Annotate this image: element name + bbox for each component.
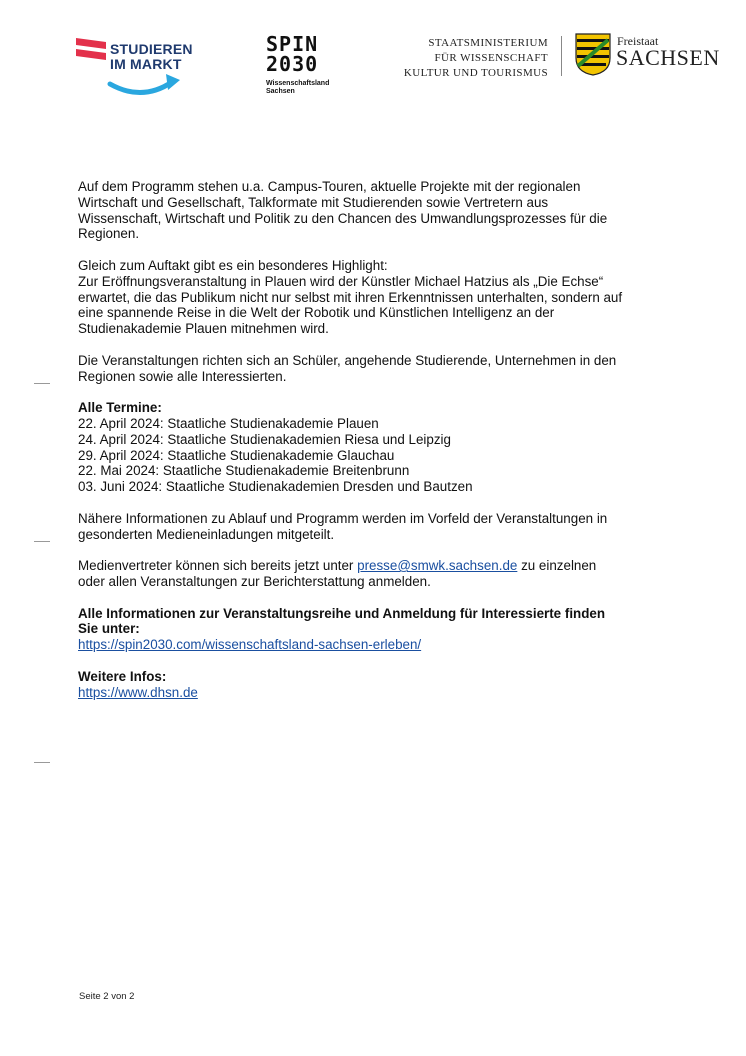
letterhead: [0, 0, 746, 120]
date-item: 22. Mai 2024: Staatliche Studienakademie Breitenbrunn: [78, 463, 410, 479]
paragraph-registration: [78, 606, 626, 653]
highlight-text: Zur Eröffnungsveranstaltung in Plauen wird der Künstler Michael Hatzius als „Die Echse“ erwartet, die das Publikum nicht nur selbst mit ihren Erkenntnissen unterhalten, sondern auf eine spannende Reise in die Welt der Robotik und Künstlichen Intelligenz an der Studienakademie Plauen mitnehmen wird.: [78, 273, 623, 337]
spin-logo-sub2: Sachsen: [266, 88, 295, 95]
studieren-logo-line1: STUDIEREN: [110, 41, 193, 57]
paragraph-further-info: Nähere Informationen zu Ablauf und Programm werden im Vorfeld der Veranstaltungen in gesonderten Medieneinladungen mitgeteilt.: [78, 510, 608, 542]
studieren-im-markt-logo: [72, 30, 208, 106]
spin-logo-mark: [266, 34, 346, 74]
freistaat-sachsen-logo: [574, 32, 720, 80]
dhsn-link[interactable]: https://www.dhsn.de: [78, 684, 198, 700]
registration-heading: Alle Informationen zur Veranstaltungsreihe und Anmeldung für Interessierte finden Sie unter:: [78, 605, 606, 637]
media-text-before: Medienvertreter können sich bereits jetzt unter: [78, 558, 358, 574]
ministry-line2: FÜR WISSENSCHAFT: [434, 52, 548, 64]
spin-logo-line1: SPIN: [266, 32, 319, 56]
paragraph-more-info: [78, 669, 626, 701]
saxony-coat-of-arms-icon: [574, 32, 612, 76]
letter-body: [78, 179, 626, 716]
dates-heading: Alle Termine:: [78, 400, 162, 416]
fold-mark: [34, 383, 50, 384]
freistaat-text: Freistaat: [617, 34, 659, 48]
highlight-intro: Gleich zum Auftakt gibt es ein besonderes Highlight:: [78, 257, 388, 273]
dates-list: [78, 416, 626, 495]
dates-section: [78, 400, 626, 495]
spin-logo-sub1: Wissenschaftsland: [266, 80, 330, 87]
paragraph-program: Auf dem Programm stehen u.a. Campus-Touren, aktuelle Projekte mit der regionalen Wirtschaft und Gesellschaft, Talkformate mit Studierenden sowie Vertretern aus Wissenschaft, Wirtschaft und Politik zu den Chancen des Umwandlungsprozesses für die Regionen.: [78, 179, 608, 242]
date-item: 29. April 2024: Staatliche Studienakademie Glauchau: [78, 447, 395, 463]
more-info-heading: Weitere Infos:: [78, 668, 167, 684]
spin2030-link[interactable]: https://spin2030.com/wissenschaftsland-sachsen-erleben/: [78, 637, 422, 653]
ministry-name: [404, 36, 548, 81]
ministry-line1: STAATSMINISTERIUM: [428, 37, 548, 49]
studieren-logo-text: [110, 42, 193, 72]
spin-logo-subtitle: [266, 80, 346, 96]
press-email-link[interactable]: presse@smwk.sachsen.de: [357, 558, 518, 574]
fold-mark: [34, 762, 50, 763]
paragraph-audience: Die Veranstaltungen richten sich an Schüler, angehende Studierende, Unternehmen in den Regionen sowie alle Interessierten.: [78, 352, 617, 384]
date-item: 24. April 2024: Staatliche Studienakademien Riesa und Leipzig: [78, 431, 451, 447]
logo-divider: [561, 36, 562, 76]
studieren-logo-line2: IM MARKT: [110, 56, 182, 72]
page-number: Seite 2 von 2: [79, 991, 135, 1002]
paragraph-highlight: [78, 258, 626, 337]
hole-punch-mark: [34, 541, 50, 542]
spin2030-logo: [266, 34, 346, 112]
spin-logo-line2: 2030: [266, 52, 319, 76]
date-item: 03. Juni 2024: Staatliche Studienakademien Dresden und Bautzen: [78, 479, 473, 495]
sachsen-text: SACHSEN: [616, 45, 720, 70]
media-text-after: zu einzelnen oder allen Veranstaltungen zur Berichterstattung anmelden.: [78, 558, 597, 589]
paragraph-media: [78, 558, 626, 590]
ministry-line3: KULTUR UND TOURISMUS: [403, 67, 548, 79]
date-item: 22. April 2024: Staatliche Studienakademie Plauen: [78, 415, 379, 431]
